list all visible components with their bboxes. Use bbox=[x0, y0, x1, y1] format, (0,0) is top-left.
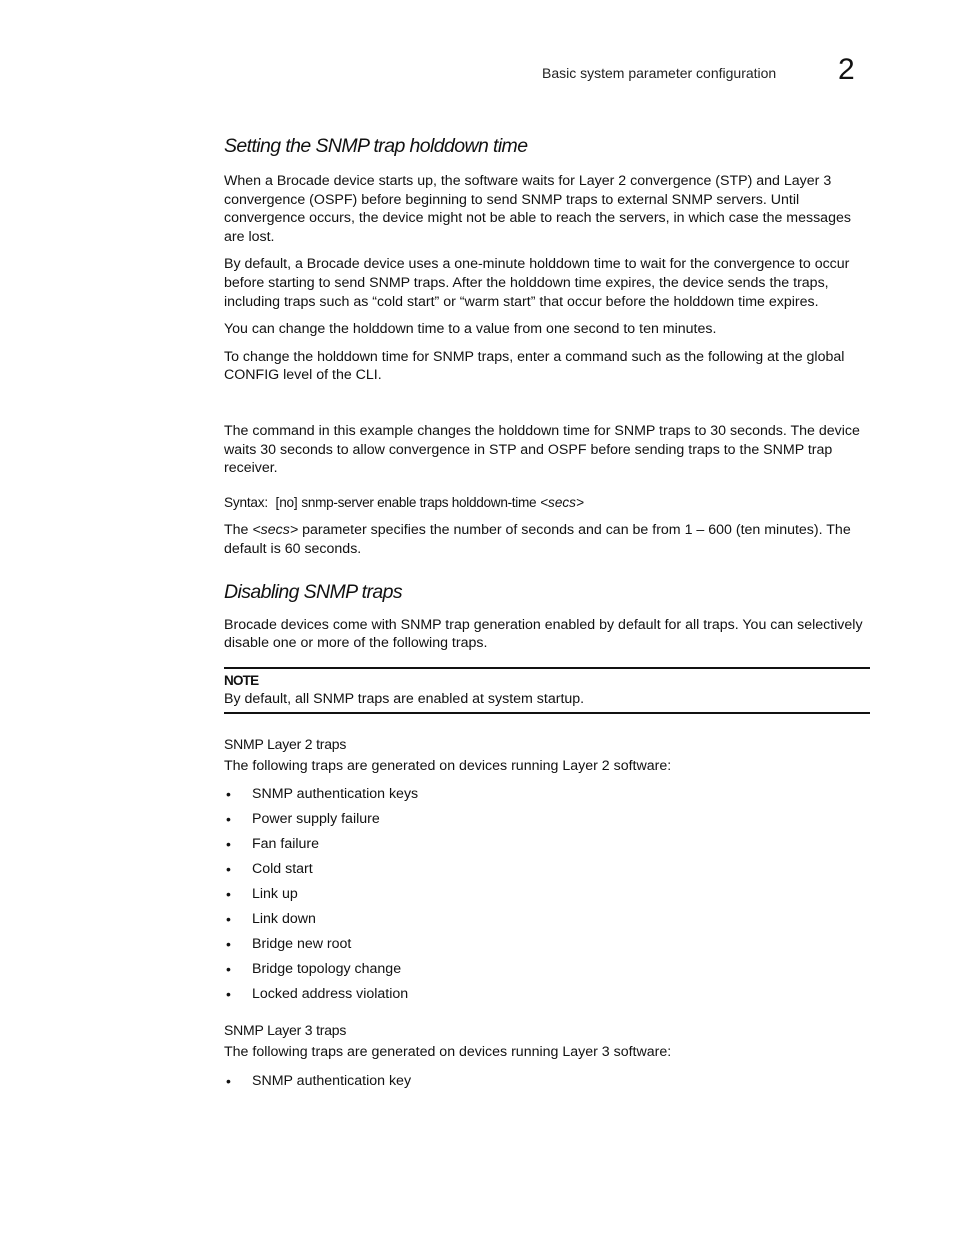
secs-desc-post: parameter specifies the number of seconds and can be from 1 – 600 (ten minutes). The default is 60 seconds. bbox=[224, 522, 851, 557]
command-example-area bbox=[224, 385, 870, 422]
paragraph-disable-intro: Brocade devices come with SNMP trap generation enabled by default for all traps. You can selectively disable one or more of the following traps. bbox=[224, 616, 863, 652]
list-layer2-traps bbox=[224, 785, 870, 1010]
list-item-text: Bridge new root bbox=[252, 936, 352, 953]
list-item bbox=[224, 910, 870, 935]
list-item bbox=[224, 935, 870, 960]
bullet-icon: • bbox=[226, 986, 231, 1003]
paragraph-change-instructions: To change the holddown time for SNMP traps, enter a command such as the following at the global CONFIG level of the CLI. bbox=[224, 348, 845, 384]
bullet-icon: • bbox=[226, 811, 231, 828]
bullet-icon: • bbox=[226, 861, 231, 878]
list-item bbox=[224, 885, 870, 910]
list-item bbox=[224, 785, 870, 810]
bullet-icon: • bbox=[226, 1072, 231, 1089]
list-item-text: Link up bbox=[252, 886, 298, 903]
paragraph-secs-parameter bbox=[224, 521, 870, 558]
list-item bbox=[224, 810, 870, 835]
list-item bbox=[224, 985, 870, 1010]
list-item bbox=[224, 1072, 870, 1097]
chapter-number: 2 bbox=[838, 53, 855, 86]
list-item-text: Power supply failure bbox=[252, 811, 380, 828]
list-item-text: Locked address violation bbox=[252, 986, 409, 1003]
bullet-icon: • bbox=[226, 886, 231, 903]
paragraph-layer2-intro: The following traps are generated on devices running Layer 2 software: bbox=[224, 757, 672, 774]
section-heading-disabling: Disabling SNMP traps bbox=[224, 580, 403, 603]
page-content bbox=[224, 134, 870, 1097]
bullet-icon: • bbox=[226, 961, 231, 978]
note-label: NOTE bbox=[224, 672, 259, 688]
bullet-icon: • bbox=[226, 936, 231, 953]
paragraph-example-explanation: The command in this example changes the holddown time for SNMP traps to 30 seconds. The device waits 30 seconds to allow convergence in STP and OSPF before sending traps to the SNMP trap receiver. bbox=[224, 422, 860, 477]
list-item-text: Bridge topology change bbox=[252, 961, 402, 978]
list-item-text: SNMP authentication keys bbox=[252, 786, 419, 803]
syntax-argument: <secs> bbox=[540, 494, 584, 510]
list-item-text: Fan failure bbox=[252, 836, 320, 853]
bullet-icon: • bbox=[226, 836, 231, 853]
list-item-text: Cold start bbox=[252, 861, 313, 878]
subheading-layer2: SNMP Layer 2 traps bbox=[224, 736, 347, 753]
bullet-icon: • bbox=[226, 786, 231, 803]
paragraph-change-range: You can change the holddown time to a value from one second to ten minutes. bbox=[224, 321, 717, 338]
syntax-command: snmp-server enable traps holddown-time bbox=[301, 494, 537, 510]
secs-desc-arg: <secs> bbox=[252, 522, 299, 539]
paragraph-layer3-intro: The following traps are generated on devices running Layer 3 software: bbox=[224, 1044, 672, 1061]
section-heading-holddown: Setting the SNMP trap holddown time bbox=[224, 135, 528, 157]
running-header-title: Basic system parameter configuration bbox=[542, 65, 777, 81]
syntax-bracket-open: [ bbox=[275, 494, 280, 510]
paragraph-default-holddown: By default, a Brocade device uses a one-minute holddown time to wait for the convergence to occur before starting to send SNMP traps. After the holddown time expires, the device sends the traps, including traps such as “cold start” or “warm start” that occur before the holddown time expires. bbox=[224, 256, 850, 310]
syntax-label: Syntax: bbox=[224, 494, 268, 510]
list-item-text: SNMP authentication key bbox=[252, 1072, 412, 1089]
subheading-layer3: SNMP Layer 3 traps bbox=[224, 1022, 347, 1039]
list-item bbox=[224, 860, 870, 885]
syntax-no-keyword: no bbox=[279, 494, 294, 510]
bullet-icon: • bbox=[226, 911, 231, 928]
syntax-line bbox=[224, 494, 870, 513]
list-layer3-traps bbox=[224, 1072, 870, 1097]
paragraph-startup: When a Brocade device starts up, the software waits for Layer 2 convergence (STP) and Layer 3 convergence (OSPF) before beginning to send SNMP traps to external SNMP servers. Until convergence occurs, the device might not be able to reach the servers, in which case the messages are lost. bbox=[224, 173, 851, 245]
list-item bbox=[224, 960, 870, 985]
note-text: By default, all SNMP traps are enabled at system startup. bbox=[224, 690, 585, 707]
list-item-text: Link down bbox=[252, 911, 316, 928]
syntax-bracket-close: ] bbox=[293, 494, 298, 510]
list-item bbox=[224, 835, 870, 860]
note-box bbox=[224, 667, 870, 715]
secs-desc-pre: The bbox=[224, 522, 253, 539]
